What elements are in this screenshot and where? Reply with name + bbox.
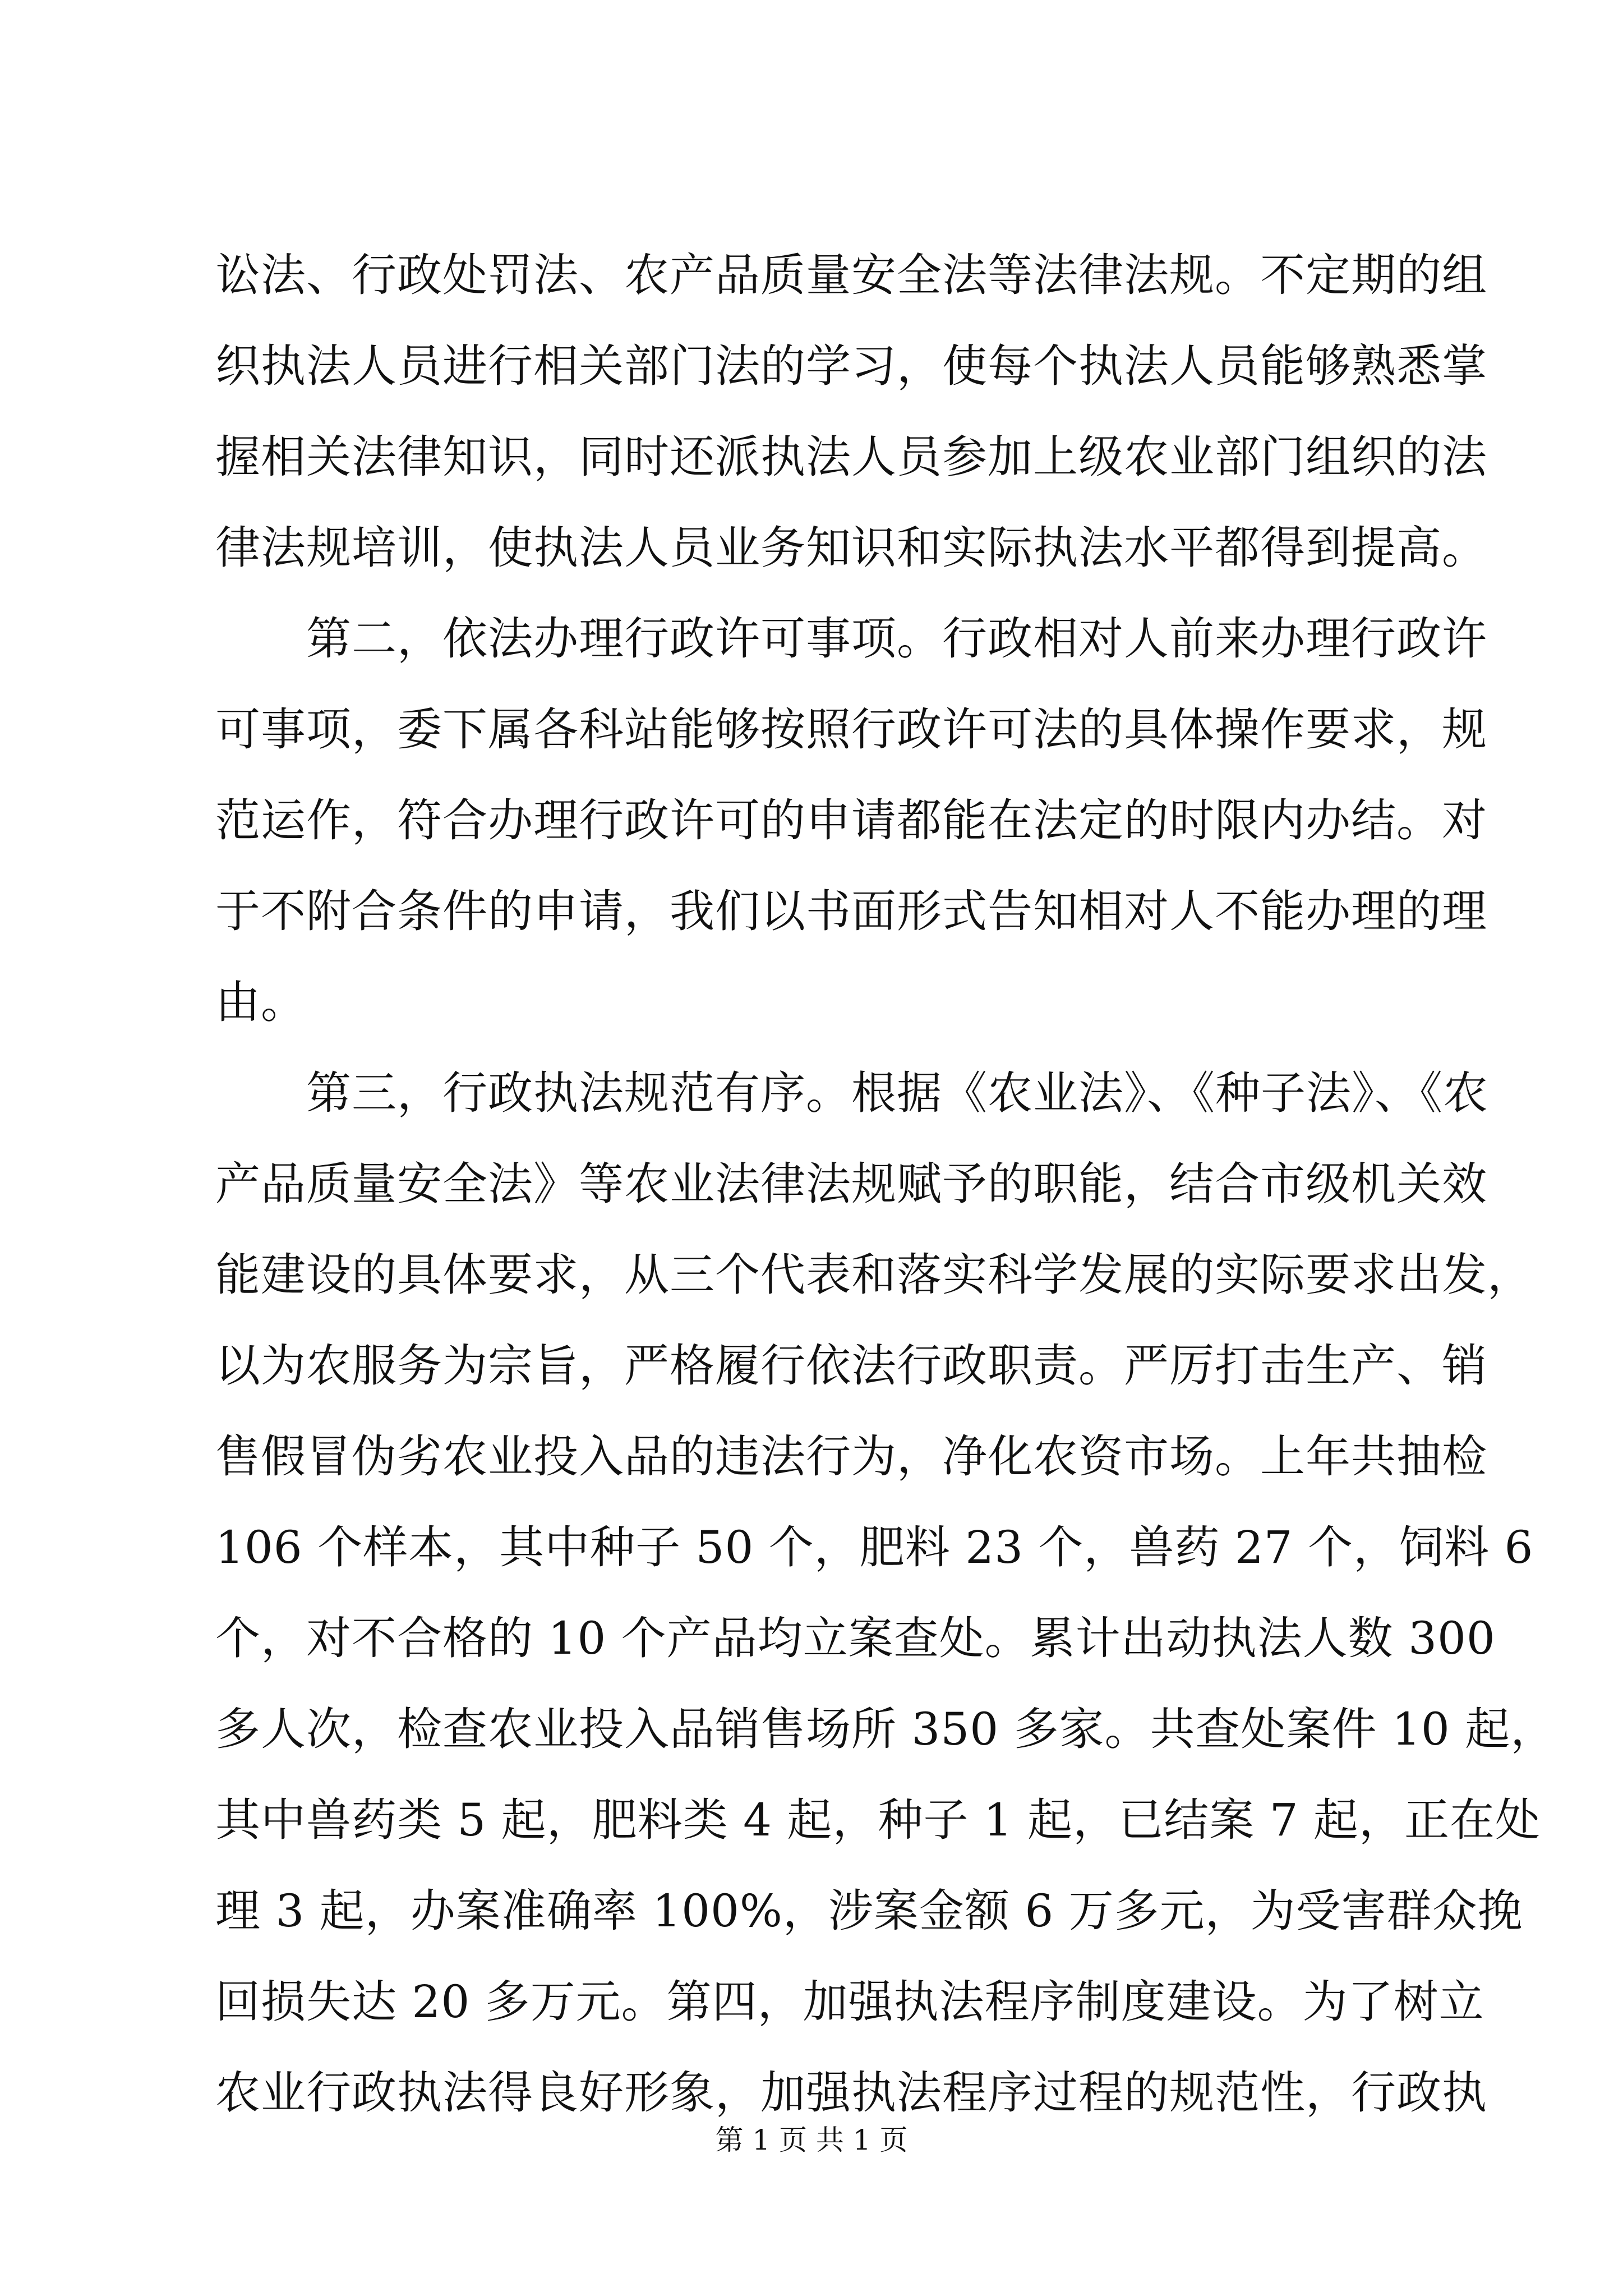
text-line: 由。 [215,976,306,1028]
text-line: 可事项，委下属各科站能够按照行政许可法的具体操作要求，规 [215,703,1487,756]
text-line: 农业行政执法得良好形象，加强执法程序过程的规范性，行政执 [215,2067,1487,2119]
text-line: 个，对不合格的 10 个产品均立案查处。累计出动执法人数 300 [215,1612,1496,1664]
text-line: 第三，行政执法规范有序。根据《农业法》、《种子法》、《农 [215,1067,1488,1119]
text-line: 多人次，检查农业投入品销售场所 350 多家。共查处案件 10 起， [215,1703,1556,1755]
text-line: 售假冒伪劣农业投入品的违法行为，净化农资市场。上年共抽检 [215,1430,1487,1483]
text-line: 握相关法律知识，同时还派执法人员参加上级农业部门组织的法 [215,431,1487,483]
text-line: 律法规培训，使执法人员业务知识和实际执法水平都得到提高。 [215,522,1487,574]
text-line: 产品质量安全法》等农业法律法规赋予的职能，结合市级机关效 [215,1158,1487,1210]
text-line: 理 3 起，办案准确率 100%，涉案金额 6 万多元，为受害群众挽 [215,1885,1523,1937]
text-line: 106 个样本，其中种子 50 个，肥料 23 个，兽药 27 个，饲料 6 [215,1521,1534,1573]
text-line: 织执法人员进行相关部门法的学习，使每个执法人员能够熟悉掌 [215,340,1487,392]
text-line: 范运作，符合办理行政许可的申请都能在法定的时限内办结。对 [215,794,1487,846]
text-line: 第二，依法办理行政许可事项。行政相对人前来办理行政许 [215,613,1487,665]
text-line: 于不附合条件的申请，我们以书面形式告知相对人不能办理的理 [215,885,1487,937]
text-line: 讼法、行政处罚法、农产品质量安全法等法律法规。不定期的组 [215,249,1487,301]
text-line: 其中兽药类 5 起，肥料类 4 起，种子 1 起，已结案 7 起，正在处 [215,1794,1541,1846]
text-line: 以为农服务为宗旨，严格履行依法行政职责。严厉打击生产、销 [215,1340,1487,1392]
text-line: 回损失达 20 多万元。第四，加强执法程序制度建设。为了树立 [215,1976,1484,2028]
page-footer: 第 1 页 共 1 页 [715,2124,908,2156]
text-line: 能建设的具体要求，从三个代表和落实科学发展的实际要求出发， [215,1249,1533,1301]
body-text [215,230,1556,2138]
